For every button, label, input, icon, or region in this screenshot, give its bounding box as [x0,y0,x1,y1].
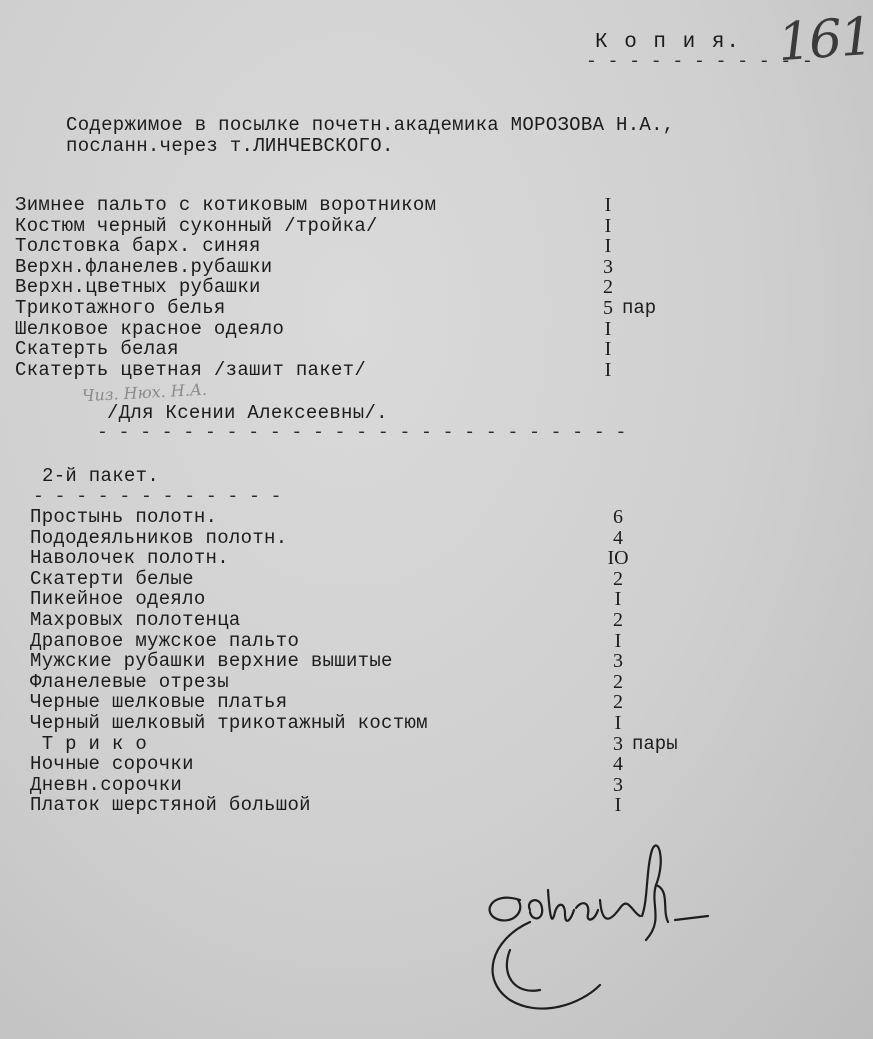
item-name: Толстовка барх. синяя [15,235,261,258]
item-name: Трикотажного белья [15,297,226,319]
item-name: Черный шелковый трикотажный костюм [30,712,428,734]
item-name: Скатерть белая [15,338,179,361]
recipient-underline: - - - - - - - - - - - - - - - - - - - - - - - - - [97,423,627,443]
item-quantity: I [604,235,612,258]
item-name: Махровых полотенца [30,609,241,631]
signature [470,830,730,1030]
item-name: Т р и к о [30,732,148,755]
item-quantity: 4 [613,753,623,776]
item-quantity: 5 [603,297,613,319]
recipient-note: /Для Ксении Алексеевны/. [107,402,388,424]
item-name: Скатерти белые [30,567,194,590]
intro-line-1: Содержимое в посылке почетн.академика МОРОЗОВА Н.А., [66,114,675,136]
item-name: Фланелевые отрезы [30,670,229,693]
item-quantity: I [604,317,612,340]
item-name: Простынь полотн. [30,506,218,528]
item-name: Зимнее пальто с котиковым воротником [15,194,437,216]
item-quantity: 2 [613,670,623,693]
item-name: Костюм черный суконный /тройка/ [15,214,378,237]
package-2-heading: 2-й пакет. [42,465,160,487]
item-quantity: 2 [613,609,623,631]
item-quantity: 3 [613,773,623,796]
item-quantity: 2 [613,691,623,714]
item-quantity: I [614,794,622,817]
item-quantity: I [614,712,622,734]
item-name: Дневн.сорочки [30,773,183,796]
item-name: Верхн.фланелев.рубашки [15,255,273,278]
item-name: Скатерть цветная /зашит пакет/ [15,358,367,381]
item-name: Верхн.цветных рубашки [15,276,261,299]
title-underline: - - - - - - - - - - - [586,52,813,72]
item-quantity: 4 [613,526,623,549]
item-name: Платок шерстяной большой [30,794,311,817]
item-quantity: 3 [613,650,623,673]
item-quantity: I [604,214,612,237]
item-name: Шелковое красное одеяло [15,317,285,340]
item-quantity: I [604,338,612,361]
item-unit: пар [622,297,657,319]
pencil-note: Чиз. Нюх. Н.А. [81,379,208,406]
document-title: К о п и я. [595,31,742,54]
item-quantity: 3 [613,732,623,755]
package-2-heading-underline: - - - - - - - - - - - - [33,487,282,507]
item-quantity: I [604,358,612,381]
intro-line-2: посланн.через т.ЛИНЧЕВСКОГО. [66,135,394,157]
item-name: Ночные сорочки [30,753,194,776]
item-name: Драповое мужское пальто [30,629,300,652]
item-quantity: 2 [603,276,613,299]
item-quantity: I [604,194,612,216]
item-name: Черные шелковые платья [30,691,288,714]
item-quantity: I [614,588,622,611]
item-quantity: I [614,629,622,652]
item-name: Пододеяльников полотн. [30,526,288,549]
item-quantity: 2 [613,567,623,590]
item-unit: пары [632,732,678,755]
item-quantity: 3 [603,255,613,278]
page-number: 161 [776,6,873,74]
item-name: Наволочек полотн. [30,547,229,570]
item-name: Мужские рубашки верхние вышитые [30,650,393,673]
item-quantity: 6 [613,506,623,528]
item-quantity: IO [607,547,629,570]
item-name: Пикейное одеяло [30,588,206,611]
